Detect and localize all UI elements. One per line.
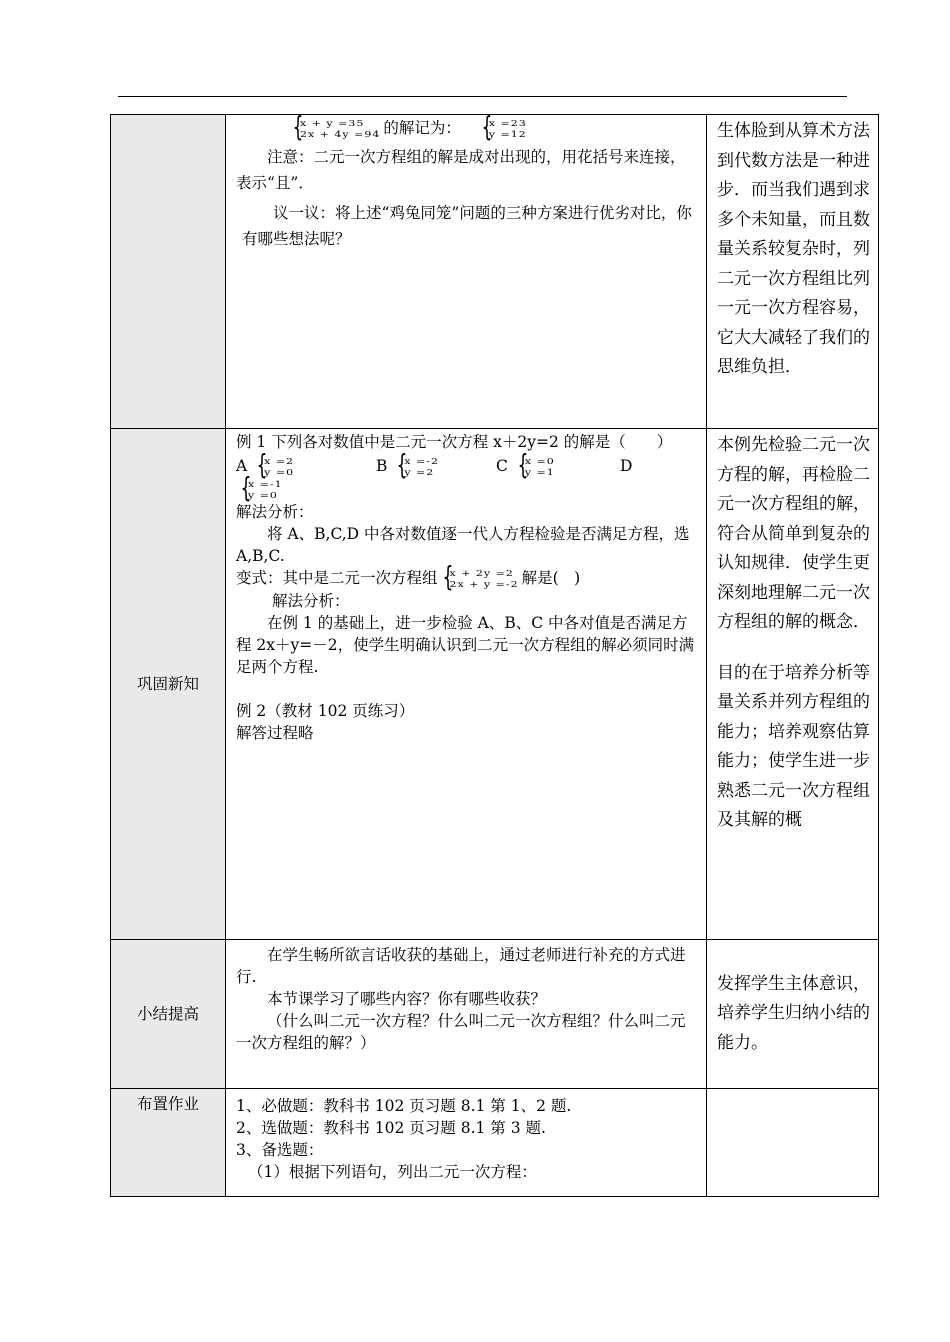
analysis-text: 将 A、B,C,D 中各对数值逐一代人方程检验是否满足方程，选 A,B,C. bbox=[236, 525, 690, 565]
option-d bbox=[236, 478, 700, 501]
variant-suffix: 解是( ) bbox=[521, 569, 581, 587]
note-paragraph: 注意：二元一次方程组的解是成对出现的，用花括号来连接，表示“且”． bbox=[236, 148, 686, 192]
option-b bbox=[346, 455, 496, 478]
table-row bbox=[111, 940, 879, 1089]
equation-system bbox=[239, 479, 283, 501]
equation-line: y =0 bbox=[264, 467, 295, 478]
variant-prefix: 变式：其中是二元一次方程组 bbox=[236, 569, 438, 587]
option-label: C bbox=[496, 457, 508, 475]
equation-system bbox=[255, 456, 294, 478]
side-note-2: 目的在于培养分析等量关系并列方程组的能力；培养观察估算能力；使学生进一步熟悉二元一次方程组及其解的概 bbox=[717, 662, 870, 830]
variant-line bbox=[236, 567, 700, 590]
summary-p3: （什么叫二元一次方程？什么叫二元一次方程组？什么叫二元一次方程组的解？） bbox=[236, 1012, 686, 1052]
example-2-title: 例 2（教材 102 页练习） bbox=[236, 702, 415, 720]
lesson-plan-table bbox=[110, 114, 879, 1197]
summary-p2: 本节课学习了哪些内容？你有哪些收获？ bbox=[267, 990, 547, 1008]
example-1-title: 例 1 下列各对数值中是二元一次方程 x＋2y=2 的解是（ ） bbox=[236, 433, 673, 451]
side-note-cell: 生体脸到从算术方法到代数方法是一种进步．而当我们遇到求多个未知量，而且数量关系较复杂时，列二元一次方程组比列一元一次方程容易，它大大减轻了我们的思维负担． bbox=[707, 115, 879, 429]
option-label: A bbox=[236, 457, 248, 475]
header-rule bbox=[118, 96, 847, 97]
content-cell bbox=[226, 115, 707, 429]
equation-line: { x + 2y =2 bbox=[449, 568, 514, 579]
table-row bbox=[111, 115, 879, 429]
stage-cell: 巩固新知 bbox=[111, 429, 226, 940]
option-c bbox=[496, 455, 616, 478]
analysis2-label: 解法分析： bbox=[272, 592, 350, 610]
discuss-paragraph: 议一议：将上述“鸡兔同笼”问题的三种方案进行优劣对比，你有哪些想法呢？ bbox=[242, 204, 692, 248]
equation-line: y =0 bbox=[248, 490, 278, 501]
content-cell bbox=[226, 429, 707, 940]
equation-system bbox=[441, 568, 519, 590]
equation-line: y =1 bbox=[524, 467, 555, 478]
equation-line: y =12 bbox=[488, 129, 527, 140]
option-label: B bbox=[376, 457, 388, 475]
table-row bbox=[111, 429, 879, 940]
stage-cell: 布置作业 bbox=[111, 1089, 226, 1197]
summary-p1: 在学生畅所欲言话收获的基础上，通过老师进行补充的方式进行. bbox=[236, 946, 686, 986]
homework-line: （1）根据下列语句，列出二元一次方程： bbox=[248, 1163, 537, 1181]
stage-cell bbox=[111, 115, 226, 429]
equation-line: { x =2 bbox=[264, 456, 295, 467]
equation-line: { x =0 bbox=[524, 456, 555, 467]
notation-text: 的解记为： bbox=[383, 119, 461, 137]
equation-line: 2x + y =-2 bbox=[449, 579, 519, 590]
content-cell bbox=[226, 1089, 707, 1197]
homework-line: 1、必做题：教科书 102 页习题 8.1 第 1、2 题. bbox=[236, 1097, 572, 1115]
equation-line: 2x + 4y =94 bbox=[300, 129, 381, 140]
side-note-cell: 发挥学生主体意识，培养学生归纳小结的能力。 bbox=[707, 940, 879, 1089]
equation-line: y =2 bbox=[404, 467, 435, 478]
option-a bbox=[236, 455, 346, 478]
analysis2-text: 在例 1 的基础上，进一步检验 A、B、C 中各对值是否满足方程 2x＋y=－2，使学生明确认识到二元一次方程组的解必须同时满足两个方程. bbox=[236, 614, 695, 676]
homework-line: 3、备选题： bbox=[236, 1141, 324, 1159]
equation-system bbox=[516, 456, 555, 478]
option-d-label: D bbox=[620, 457, 633, 475]
equation-system bbox=[395, 456, 439, 478]
equation-system bbox=[291, 118, 380, 140]
solution-system bbox=[480, 118, 527, 140]
equation-line: { x =23 bbox=[488, 118, 527, 129]
equation-line: { x =-1 bbox=[248, 479, 283, 490]
equation-line: { x =-2 bbox=[404, 456, 439, 467]
solution-notation-line bbox=[236, 117, 700, 140]
example-1-options bbox=[236, 455, 700, 478]
content-cell bbox=[226, 940, 707, 1089]
equation-line: { x + y =35 bbox=[300, 118, 365, 129]
homework-line: 2、选做题：教科书 102 页习题 8.1 第 3 题. bbox=[236, 1119, 546, 1137]
analysis-label: 解法分析： bbox=[236, 503, 314, 521]
side-note-cell bbox=[707, 429, 879, 940]
side-note-cell bbox=[707, 1089, 879, 1197]
table-row bbox=[111, 1089, 879, 1197]
side-note-1: 本例先检验二元一次方程的解，再检脸二元一次方程组的解，符合从简单到复杂的认知规律．使学生更深刻地理解二元一次方程组的解的概念． bbox=[717, 435, 870, 632]
stage-cell: 小结提高 bbox=[111, 940, 226, 1089]
example-2-answer: 解答过程略 bbox=[236, 724, 314, 742]
